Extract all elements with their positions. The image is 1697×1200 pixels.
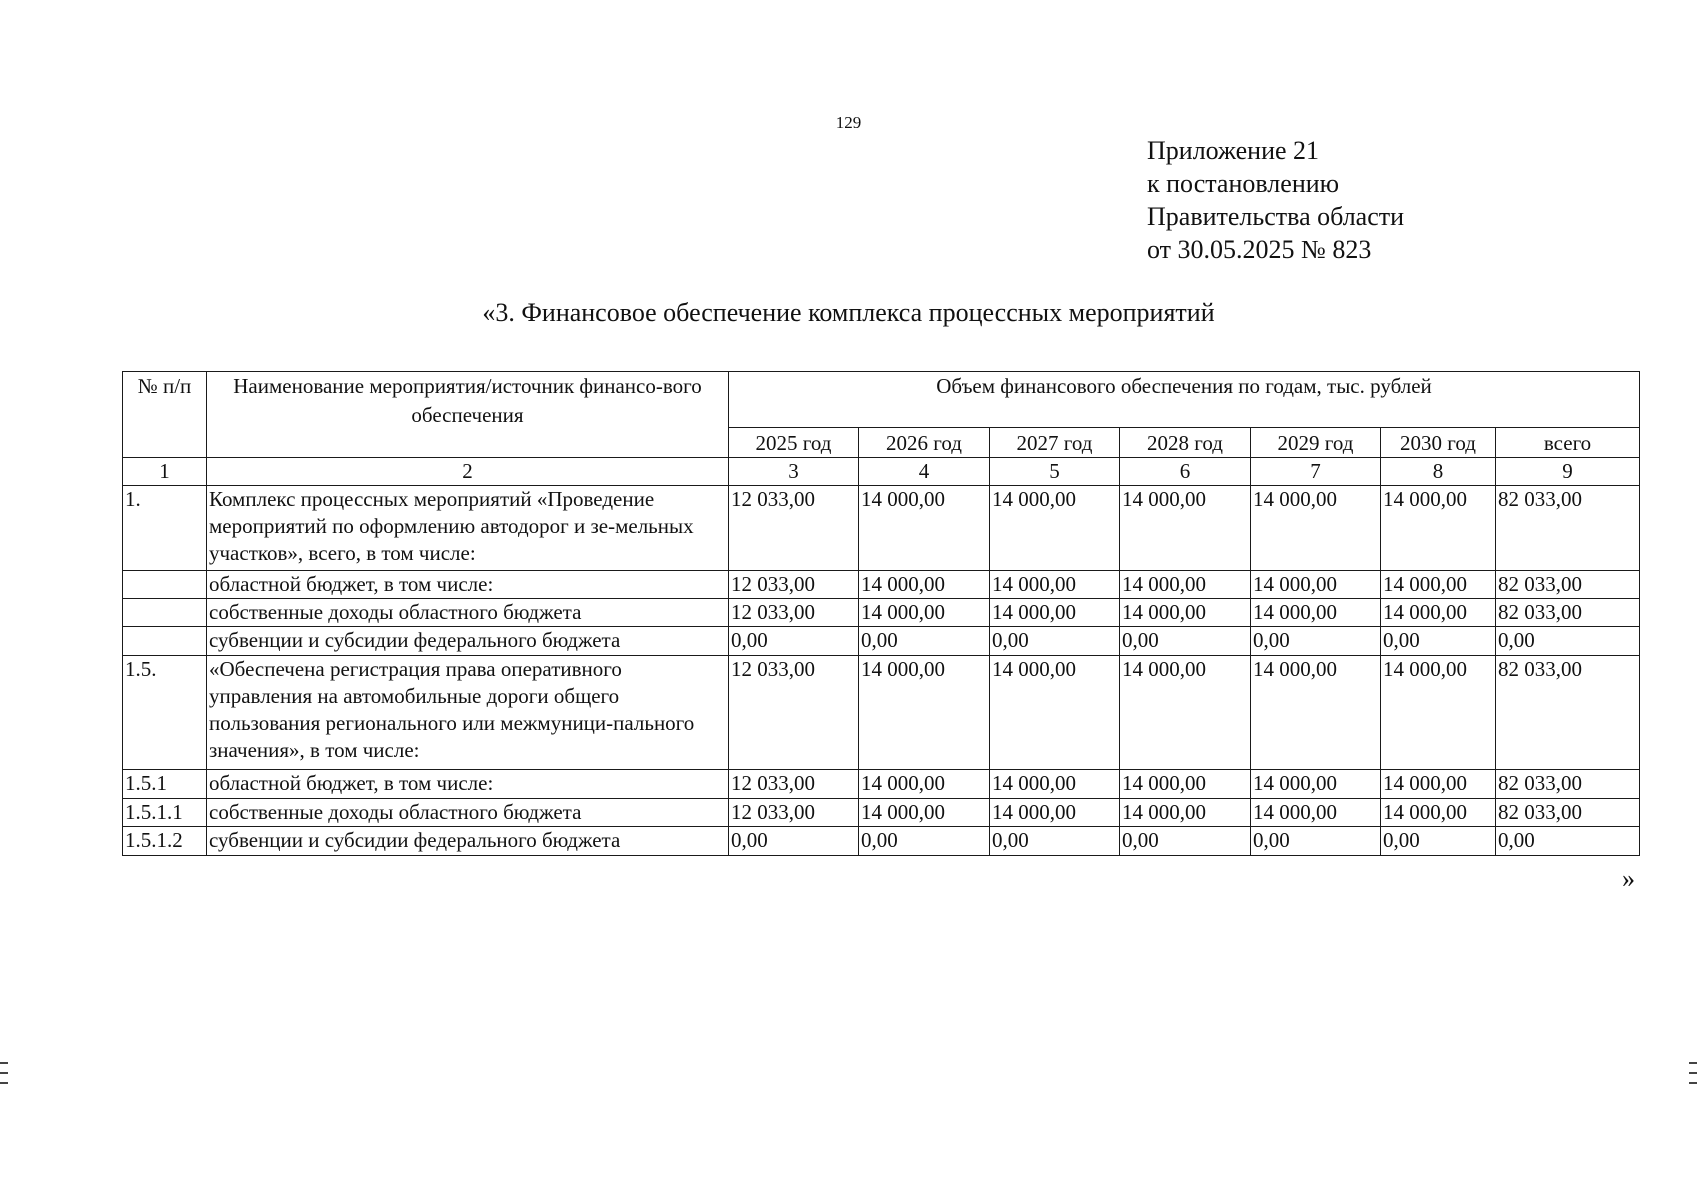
header-year: 2027 год xyxy=(990,428,1120,458)
row-value: 14 000,00 xyxy=(1120,770,1251,799)
row-name: собственные доходы областного бюджета xyxy=(207,799,729,827)
row-name: субвенции и субсидии федерального бюджета xyxy=(207,627,729,656)
row-value: 0,00 xyxy=(1120,827,1251,856)
row-value: 0,00 xyxy=(990,827,1120,856)
row-value: 14 000,00 xyxy=(1251,656,1381,770)
header-year: 2026 год xyxy=(859,428,990,458)
row-value: 14 000,00 xyxy=(1120,486,1251,571)
margin-marks-right xyxy=(1689,1062,1697,1092)
row-value: 14 000,00 xyxy=(859,599,990,627)
row-value: 12 033,00 xyxy=(729,799,859,827)
header-total: всего xyxy=(1496,428,1640,458)
row-value: 14 000,00 xyxy=(1251,571,1381,599)
row-value: 0,00 xyxy=(729,827,859,856)
row-value: 14 000,00 xyxy=(1251,770,1381,799)
row-value: 12 033,00 xyxy=(729,486,859,571)
column-number: 2 xyxy=(207,458,729,486)
table-row xyxy=(123,571,1640,599)
table-row xyxy=(123,799,1640,827)
row-value: 14 000,00 xyxy=(1381,599,1496,627)
appendix-line: от 30.05.2025 № 823 xyxy=(1147,235,1372,264)
table-row xyxy=(123,627,1640,656)
column-number: 5 xyxy=(990,458,1120,486)
row-value: 14 000,00 xyxy=(1120,599,1251,627)
table-row xyxy=(123,770,1640,799)
row-value: 0,00 xyxy=(1381,827,1496,856)
row-value: 0,00 xyxy=(990,627,1120,656)
row-value: 12 033,00 xyxy=(729,656,859,770)
row-name: собственные доходы областного бюджета xyxy=(207,599,729,627)
table-row xyxy=(123,827,1640,856)
row-value: 0,00 xyxy=(859,827,990,856)
row-value: 14 000,00 xyxy=(1251,486,1381,571)
row-number: 1. xyxy=(123,486,207,571)
row-name: областной бюджет, в том числе: xyxy=(207,571,729,599)
appendix-line: Правительства области xyxy=(1147,202,1405,231)
appendix-line: к постановлению xyxy=(1147,169,1340,198)
row-value: 12 033,00 xyxy=(729,599,859,627)
header-year: 2028 год xyxy=(1120,428,1251,458)
row-number: 1.5.1.1 xyxy=(123,799,207,827)
table-row xyxy=(123,656,1640,770)
appendix-block xyxy=(1147,134,1404,266)
row-total: 82 033,00 xyxy=(1496,799,1640,827)
row-value: 14 000,00 xyxy=(990,486,1120,571)
financing-table xyxy=(122,371,1640,856)
section-title: «3. Финансовое обеспечение комплекса процессных мероприятий xyxy=(482,298,1215,327)
row-total: 82 033,00 xyxy=(1496,770,1640,799)
row-value: 0,00 xyxy=(1381,627,1496,656)
row-value: 14 000,00 xyxy=(1120,571,1251,599)
row-name: субвенции и субсидии федерального бюджета xyxy=(207,827,729,856)
row-total: 0,00 xyxy=(1496,627,1640,656)
appendix-line: Приложение 21 xyxy=(1147,136,1320,165)
row-value: 14 000,00 xyxy=(859,799,990,827)
closing-quote: » xyxy=(1622,864,1635,893)
row-total: 0,00 xyxy=(1496,827,1640,856)
row-total: 82 033,00 xyxy=(1496,656,1640,770)
column-number: 3 xyxy=(729,458,859,486)
row-value: 14 000,00 xyxy=(1251,799,1381,827)
row-value: 14 000,00 xyxy=(1381,571,1496,599)
row-number: 1.5.1 xyxy=(123,770,207,799)
row-value: 0,00 xyxy=(1251,627,1381,656)
row-value: 14 000,00 xyxy=(1251,599,1381,627)
header-row xyxy=(123,372,1640,428)
row-value: 12 033,00 xyxy=(729,571,859,599)
column-number: 4 xyxy=(859,458,990,486)
row-number xyxy=(123,599,207,627)
column-number: 9 xyxy=(1496,458,1640,486)
row-value: 14 000,00 xyxy=(1120,656,1251,770)
header-year: 2029 год xyxy=(1251,428,1381,458)
row-value: 14 000,00 xyxy=(859,571,990,599)
row-total: 82 033,00 xyxy=(1496,486,1640,571)
row-value: 12 033,00 xyxy=(729,770,859,799)
column-number: 8 xyxy=(1381,458,1496,486)
row-number: 1.5. xyxy=(123,656,207,770)
row-number xyxy=(123,627,207,656)
row-value: 14 000,00 xyxy=(990,571,1120,599)
row-value: 14 000,00 xyxy=(859,486,990,571)
row-value: 0,00 xyxy=(859,627,990,656)
column-number: 1 xyxy=(123,458,207,486)
row-value: 14 000,00 xyxy=(1381,770,1496,799)
row-value: 0,00 xyxy=(1120,627,1251,656)
row-value: 14 000,00 xyxy=(990,656,1120,770)
column-number: 6 xyxy=(1120,458,1251,486)
row-value: 14 000,00 xyxy=(990,599,1120,627)
row-number xyxy=(123,571,207,599)
table-row xyxy=(123,599,1640,627)
row-name: областной бюджет, в том числе: xyxy=(207,770,729,799)
header-year: 2025 год xyxy=(729,428,859,458)
row-name: Комплекс процессных мероприятий «Проведение мероприятий по оформлению автодорог и зе-мельных участков», всего, в том числе: xyxy=(207,486,729,571)
row-value: 0,00 xyxy=(1251,827,1381,856)
row-value: 14 000,00 xyxy=(1120,799,1251,827)
header-year: 2030 год xyxy=(1381,428,1496,458)
column-numbers-row xyxy=(123,458,1640,486)
row-value: 0,00 xyxy=(729,627,859,656)
row-name: «Обеспечена регистрация права оперативного управления на автомобильные дороги общего пользования регионального или межмуници-пального значения», в том числе: xyxy=(207,656,729,770)
row-value: 14 000,00 xyxy=(1381,486,1496,571)
margin-marks-left xyxy=(0,1062,10,1092)
header-volume: Объем финансового обеспечения по годам, тыс. рублей xyxy=(729,372,1640,428)
row-value: 14 000,00 xyxy=(1381,656,1496,770)
column-number: 7 xyxy=(1251,458,1381,486)
table-row xyxy=(123,486,1640,571)
row-number: 1.5.1.2 xyxy=(123,827,207,856)
row-total: 82 033,00 xyxy=(1496,599,1640,627)
row-total: 82 033,00 xyxy=(1496,571,1640,599)
header-num: № п/п xyxy=(123,372,207,458)
row-value: 14 000,00 xyxy=(859,656,990,770)
page-number: 129 xyxy=(835,113,862,132)
row-value: 14 000,00 xyxy=(859,770,990,799)
row-value: 14 000,00 xyxy=(1381,799,1496,827)
row-value: 14 000,00 xyxy=(990,770,1120,799)
row-value: 14 000,00 xyxy=(990,799,1120,827)
header-name: Наименование мероприятия/источник финансо-вого обеспечения xyxy=(207,372,729,458)
